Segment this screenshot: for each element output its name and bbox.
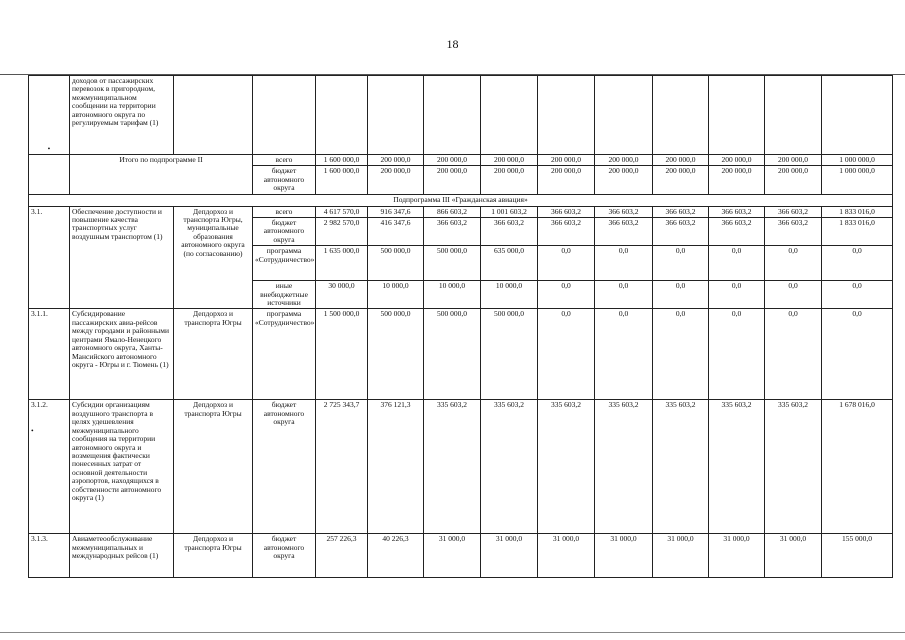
cell-year: 366 603,2 [538,206,595,217]
cell-year: 366 603,2 [481,218,538,246]
row-number [29,400,70,534]
cell-year: 335 603,2 [595,400,653,534]
subtotal-label: Итого по подпрограмме II [70,155,253,195]
cell-last: 0,0 [822,246,893,281]
cell-year: 0,0 [595,246,653,281]
cell-year: 0,0 [765,281,822,309]
cell-year: 335 603,2 [424,400,481,534]
cell-last: 0,0 [822,309,893,400]
bullet-mark: • [29,76,70,155]
cell-year: 200 000,0 [653,166,709,194]
continuation-row [29,76,893,155]
cell-year: 0,0 [653,309,709,400]
cell-last: 1 833 016,0 [822,218,893,246]
cell-name: Авиаметеообслуживание межмуниципальных и международных рейсов (1) [70,534,174,578]
cell-src: иные внебюджетные источники [253,281,316,309]
cell-name: Субсидирование пассажирских авиа-рейсов между городами и районными центрами Ямало-Ненецкого автономного округа, Ханты-Мансийского автономного округа - Югры и г. Тюмень (1) [70,309,174,400]
cell-year: 10 000,0 [368,281,424,309]
cell-year: 10 000,0 [424,281,481,309]
cell-src [253,76,316,155]
cell-src: бюджет автономного округа [253,534,316,578]
cell-exec: Депдорхоз и транспорта Югры [174,534,253,578]
cell-year: 1 001 603,2 [481,206,538,217]
cell-year: 916 347,6 [368,206,424,217]
cell-total: 2 725 343,7 [316,400,368,534]
cell-year: 366 603,2 [595,218,653,246]
cell-year: 200 000,0 [653,155,709,166]
cell-year: 335 603,2 [653,400,709,534]
cell-last: 155 000,0 [822,534,893,578]
subprogram-title: Подпрограмма III «Гражданская авиация» [29,194,893,206]
cell-year: 866 603,2 [424,206,481,217]
cell-year: 200 000,0 [538,166,595,194]
cell-year: 0,0 [595,309,653,400]
row-number: 3.1.3. [29,534,70,578]
cell-last: 1 833 016,0 [822,206,893,217]
cell-total: 257 226,3 [316,534,368,578]
cell-src: программа «Сотрудничество» [253,246,316,281]
cell-year: 0,0 [709,246,765,281]
cell-total: 1 635 000,0 [316,246,368,281]
cell-exec: Депдорхоз и транспорта Югры [174,309,253,400]
bullet-mark: • [31,425,34,435]
cell-year: 0,0 [653,281,709,309]
cell-year: 366 603,2 [595,206,653,217]
table-row [29,309,893,400]
cell-name: Субсидии организациям воздушного транспорта в целях удешевления межмуниципального сообщения на территории автономного округа и возмещения фактически понесенных затрат от основной деятельности аэропортов, находящихся в собственности автономного округа (1) [70,400,174,534]
cell-year: 366 603,2 [653,218,709,246]
budget-table [28,75,893,578]
page-number: 18 [446,37,459,51]
cell-year: 31 000,0 [595,534,653,578]
cell-year: 500 000,0 [368,246,424,281]
cell-year: 200 000,0 [595,166,653,194]
cell-last: 0,0 [822,281,893,309]
cell-src: всего [253,206,316,217]
cell-year: 366 603,2 [424,218,481,246]
cell-total: 2 982 570,0 [316,218,368,246]
cell-year: 31 000,0 [765,534,822,578]
cell-year: 0,0 [538,309,595,400]
cell-year: 10 000,0 [481,281,538,309]
cell-year: 366 603,2 [765,218,822,246]
cell-year: 200 000,0 [424,155,481,166]
cell-last: 1 000 000,0 [822,155,893,166]
section-heading-row [29,194,893,206]
cell-year: 200 000,0 [538,155,595,166]
cell-year: 200 000,0 [765,166,822,194]
cell-year: 200 000,0 [765,155,822,166]
cell-exec: Депдорхоз и транспорта Югры [174,400,253,534]
cell-exec [174,76,253,155]
cell-year: 500 000,0 [424,246,481,281]
cell-year: 200 000,0 [481,166,538,194]
cell-year: 31 000,0 [481,534,538,578]
cell-year: 31 000,0 [709,534,765,578]
cell-year: 200 000,0 [424,166,481,194]
cell-year: 376 121,3 [368,400,424,534]
cell-year: 366 603,2 [653,206,709,217]
cell-year: 335 603,2 [765,400,822,534]
cell-year: 366 603,2 [538,218,595,246]
cell-year: 366 603,2 [709,218,765,246]
cell-year: 40 226,3 [368,534,424,578]
cell-year: 0,0 [765,246,822,281]
cell-total: 1 600 000,0 [316,155,368,166]
cell-year: 0,0 [538,246,595,281]
cell-year: 31 000,0 [424,534,481,578]
cell-exec: Депдорхоз и транспорта Югры, муниципальные образования автономного округа (по согласованию) [174,206,253,309]
cell-year: 200 000,0 [595,155,653,166]
cell-year: 500 000,0 [424,309,481,400]
cell-year: 31 000,0 [653,534,709,578]
table-row [29,400,893,534]
cell-year: 200 000,0 [481,155,538,166]
row-number: 3.1. [29,206,70,309]
cell-year: 200 000,0 [368,155,424,166]
cell-year: 0,0 [595,281,653,309]
cell-year: 635 000,0 [481,246,538,281]
table-row [29,534,893,578]
cell-year: 0,0 [765,309,822,400]
row-number: 3.1.1. [29,309,70,400]
cell-year: 31 000,0 [538,534,595,578]
cell-year: 500 000,0 [368,309,424,400]
subtotal-row-total [29,155,893,166]
cell-total: 1 500 000,0 [316,309,368,400]
cell-year: 200 000,0 [709,166,765,194]
cell-year: 335 603,2 [709,400,765,534]
cell-src: программа «Сотрудничество» [253,309,316,400]
cell-src: бюджет автономного округа [253,400,316,534]
cell-year: 366 603,2 [765,206,822,217]
cell-total: 30 000,0 [316,281,368,309]
cell-year: 0,0 [709,281,765,309]
cell-total: 4 617 570,0 [316,206,368,217]
row-number-text: 3.1.2. [31,400,48,410]
cell-total: 1 600 000,0 [316,166,368,194]
cell-name: доходов от пассажирских перевозок в пригородном, межмуниципальном сообщении на территории автономного округа по регулируемым тарифам (1) [70,76,174,155]
cell-year: 200 000,0 [368,166,424,194]
cell-year: 366 603,2 [709,206,765,217]
cell-src: бюджет автономного округа [253,218,316,246]
bottom-rule [0,632,905,633]
cell-last: 1 000 000,0 [822,166,893,194]
cell-year: 416 347,6 [368,218,424,246]
table-row [29,206,893,217]
cell-name: Обеспечение доступности и повышение качества транспортных услуг воздушным транспортом (1) [70,206,174,309]
cell-year: 500 000,0 [481,309,538,400]
cell-year: 0,0 [653,246,709,281]
cell-year: 335 603,2 [538,400,595,534]
cell-year: 335 603,2 [481,400,538,534]
cell-year: 0,0 [709,309,765,400]
cell-src: бюджет автономного округа [253,166,316,194]
cell-year: 0,0 [538,281,595,309]
cell-last: 1 678 016,0 [822,400,893,534]
cell-src: всего [253,155,316,166]
cell-year: 200 000,0 [709,155,765,166]
